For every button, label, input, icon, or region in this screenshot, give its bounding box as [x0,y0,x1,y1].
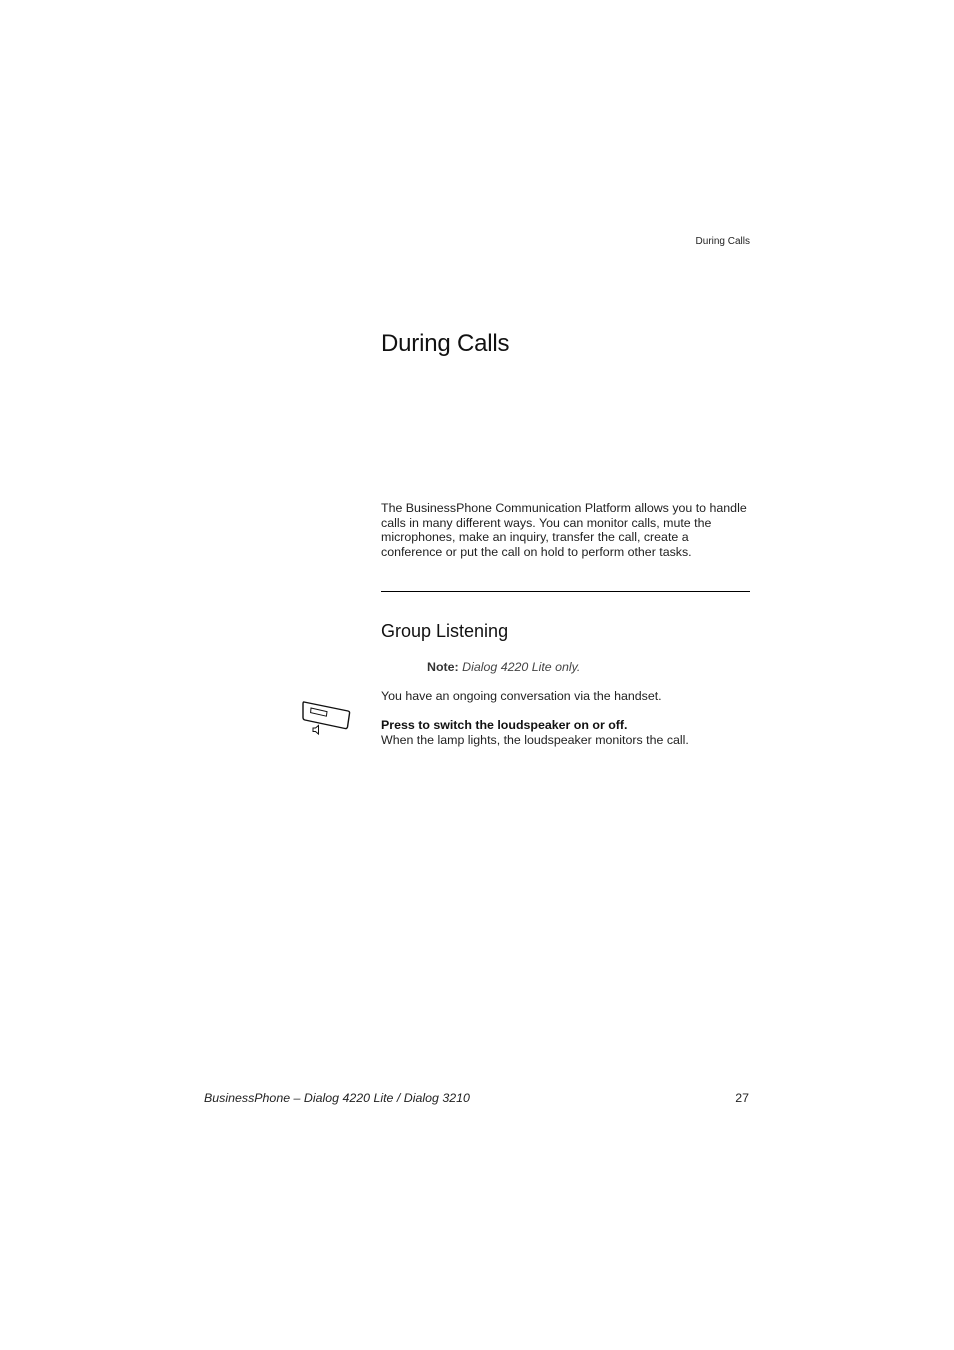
running-header: During Calls [695,236,750,247]
chapter-title: During Calls [381,330,510,357]
instruction-step: Press to switch the loudspeaker on or off. [381,718,628,732]
page-number: 27 [735,1091,749,1105]
instruction [381,718,753,748]
context-text: You have an ongoing conversation via the handset. [381,689,662,703]
note-label: Note: [427,660,459,674]
chapter-intro: The BusinessPhone Communication Platform allows you to handle calls in many different ways. You can monitor calls, mute the microphones, make an inquiry, transfer the call, create a conference or put the call on hold to perform other tasks. [381,501,747,560]
section-title: Group Listening [381,621,509,641]
note-text: Dialog 4220 Lite only. [462,660,581,674]
loudspeaker-key-icon [300,700,352,740]
instruction-detail: When the lamp lights, the loudspeaker monitors the call. [381,733,689,747]
note [427,660,580,674]
section-divider [381,591,750,592]
footer-title: BusinessPhone – Dialog 4220 Lite / Dialog 3210 [204,1091,470,1105]
